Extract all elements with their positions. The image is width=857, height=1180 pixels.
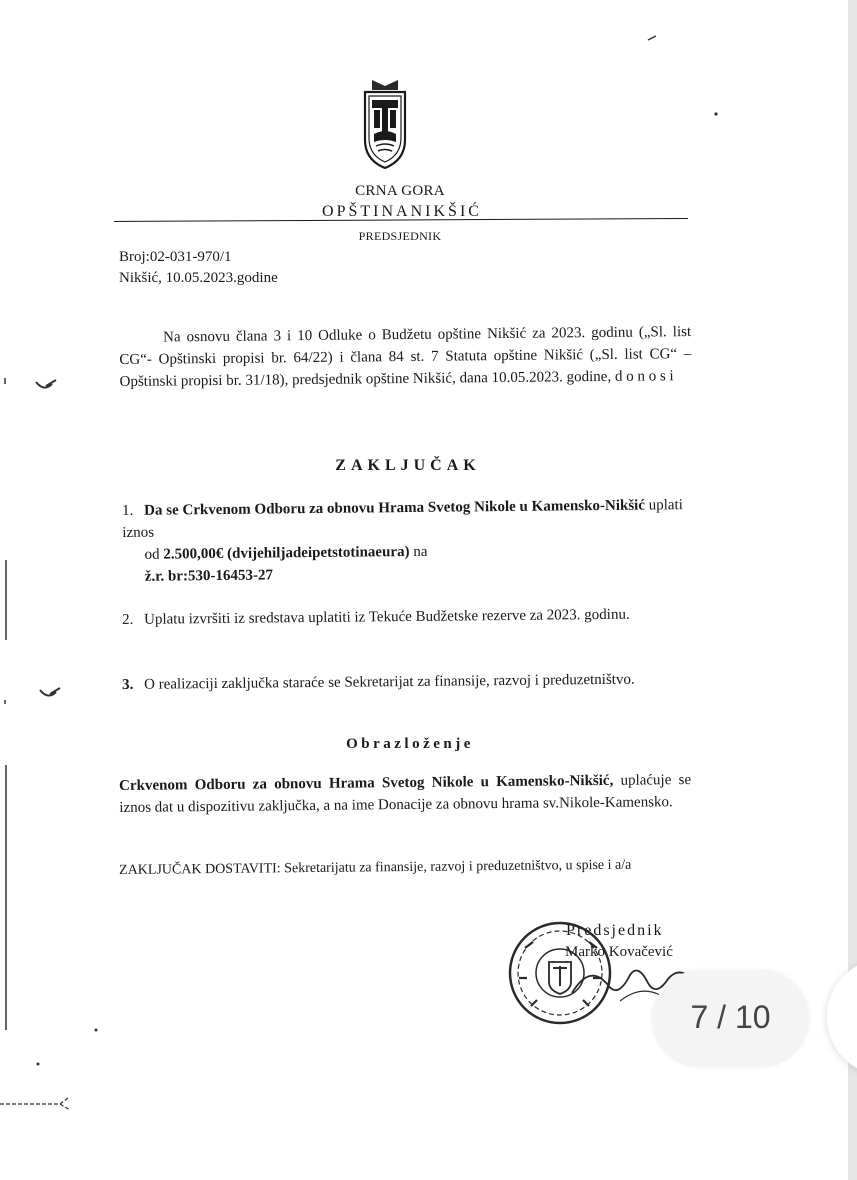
explanation-heading: Obrazloženje: [346, 736, 474, 752]
item-text: uplati iznos: [122, 497, 683, 541]
header-country: CRNA GORA: [355, 183, 445, 199]
list-item-number: 1.: [122, 502, 134, 519]
recipient-name: Da se Crkvenom Odboru za obnovu Hrama Svetog Nikole u Kamensko-Nikšić: [144, 497, 646, 519]
item-text: O realizaciji zaključka staraće se Sekretarijat za finansije, razvoj i preduzetništvo.: [144, 671, 635, 693]
signatory-title: Predsjednik: [566, 922, 664, 939]
list-item-number: 2.: [122, 611, 134, 628]
coat-of-arms-icon: [360, 78, 410, 170]
bank-account: ž.r. br:530-16453-27: [144, 567, 274, 585]
document-title: ZAKLJUČAK: [335, 457, 481, 474]
header-divider: [114, 218, 688, 222]
list-item: [122, 603, 694, 631]
amount: 2.500,00€ (dvijehiljadeipetstotinaeura): [163, 543, 410, 563]
list-item-number: 3.: [122, 676, 134, 693]
intro-text: Na osnovu člana 3 i 10 Odluke o Budžetu opštine Nikšić za 2023. godinu („Sl. list CG“- Opštinski propisi br. 64/22) i člana 84 st. 7 Statuta opštine Nikšić („Sl. list CG“ – Opštinski propisi br. 31/18), predsjednik opštine Nikšić, dana 10.05.2023. godine,: [119, 324, 692, 390]
signatory-name: Marko Kovačević: [565, 944, 673, 960]
explanation-text: uplaćuje se iznos dat u dispozitivu zaključka, a na ime Donacije za obnovu hrama sv.Nikole-Kamensko.: [119, 772, 692, 816]
item-text: Uplatu izvršiti iz sredstava uplatiti iz Tekuće Budžetske rezerve za 2023. godinu.: [144, 606, 630, 628]
page-indicator: 7 / 10: [653, 970, 808, 1065]
intro-paragraph: [119, 321, 692, 393]
header-office: PREDSJEDNIK: [358, 229, 442, 243]
list-item: [122, 494, 695, 588]
reference-number: Broj:02-031-970/1: [119, 249, 232, 265]
explanation-paragraph: [119, 769, 691, 819]
header-municipality: OPŠTINANIKŠIĆ: [322, 203, 482, 220]
reference-place-date: Nikšić, 10.05.2023.godine: [119, 270, 278, 286]
distribution-note: ZAKLJUČAK DOSTAVITI: Sekretarijatu za finansije, razvoj i preduzetništvo, u spise i a/a: [119, 857, 632, 878]
intro-verb: d o n o s i: [614, 368, 674, 385]
item-prefix: od: [144, 546, 164, 563]
list-item: [122, 668, 694, 696]
item-suffix: na: [409, 543, 428, 560]
explanation-recipient: Crkvenom Odboru za obnovu Hrama Svetog Nikole u Kamensko-Nikšić,: [119, 772, 614, 794]
